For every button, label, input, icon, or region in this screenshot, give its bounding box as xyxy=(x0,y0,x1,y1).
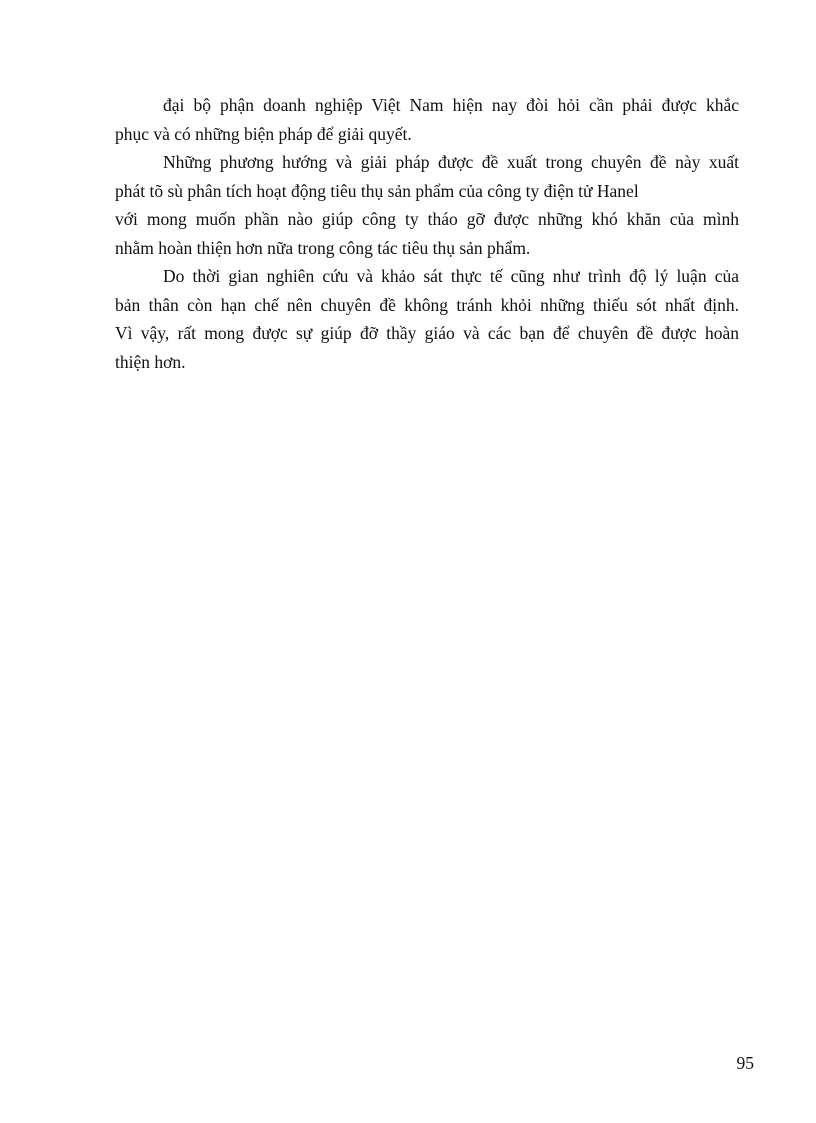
text-line: phát tõ sù phân tích hoạt động tiêu thụ sản phẩm của công ty điện tử Hanel xyxy=(115,180,639,201)
text-line: bản thân còn hạn chế nên chuyên đề không tránh khỏi những thiếu sót nhất định. xyxy=(115,294,739,315)
text-line: Những phương hướng và giải pháp được đề xuất trong chuyên đề này xuất xyxy=(163,152,739,172)
text-line: phục và có những biện pháp để giải quyết. xyxy=(115,123,412,144)
text-line: nhằm hoàn thiện hơn nữa trong công tác tiêu thụ sản phẩm. xyxy=(115,237,531,258)
paragraph-1 xyxy=(115,91,739,148)
page-number: 95 xyxy=(736,1053,754,1073)
text-line: Vì vậy, rất mong được sự giúp đỡ thầy giáo và các bạn để chuyên đề được hoàn xyxy=(115,323,739,343)
paragraph-2 xyxy=(115,148,739,262)
body-text xyxy=(115,91,739,376)
text-line: Do thời gian nghiên cứu và khảo sát thực tế cũng như trình độ lý luận của xyxy=(163,266,739,286)
paragraph-3 xyxy=(115,262,739,376)
text-line: đại bộ phận doanh nghiệp Việt Nam hiện nay đòi hỏi cần phải được khắc xyxy=(163,95,739,115)
text-line: thiện hơn. xyxy=(115,351,186,372)
text-line: với mong muốn phần nào giúp công ty tháo gỡ được những khó khăn của mình xyxy=(115,209,739,229)
